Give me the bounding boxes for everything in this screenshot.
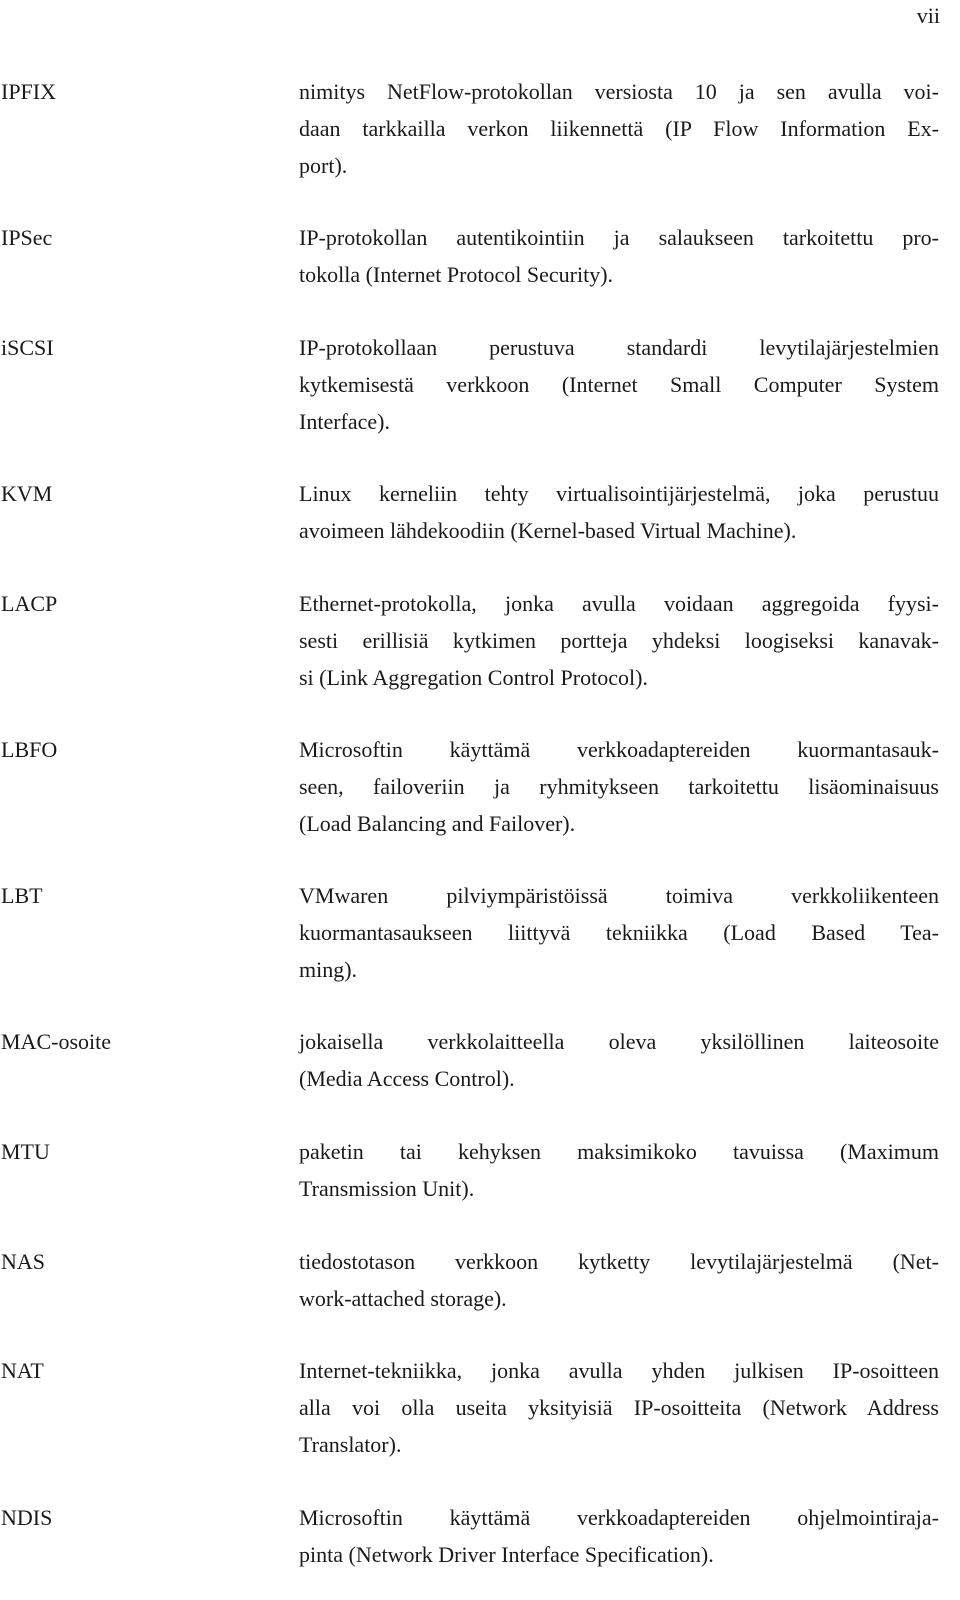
definition-line: IP-protokollaan perustuva standardi levytilajärjestelmien [299, 335, 939, 360]
glossary-definition [299, 585, 939, 696]
glossary-definition [299, 1133, 939, 1207]
glossary-definition [299, 329, 939, 440]
glossary-term: IPFIX [1, 79, 57, 104]
definition-line: avoimeen lähdekoodiin (Kernel-based Virtual Machine). [299, 518, 797, 543]
glossary-definition [299, 73, 939, 184]
glossary-term: LACP [1, 591, 58, 616]
definition-line: tiedostotason verkkoon kytketty levytilajärjestelmä (Net- [299, 1249, 939, 1274]
definition-line: work-attached storage). [299, 1286, 507, 1311]
definition-line: Linux kerneliin tehty virtualisointijärjestelmä, joka perustuu [299, 481, 939, 506]
glossary-term: MAC-osoite [1, 1029, 111, 1054]
glossary-term: MTU [1, 1139, 50, 1164]
definition-line: jokaisella verkkolaitteella oleva yksilöllinen laiteosoite [299, 1029, 939, 1054]
glossary-term: IPSec [1, 225, 53, 250]
definition-line: Internet-tekniikka, jonka avulla yhden julkisen IP-osoitteen [299, 1358, 939, 1383]
glossary-definition [299, 1352, 939, 1463]
glossary-term: LBT [1, 883, 43, 908]
glossary-definition [299, 1499, 939, 1573]
glossary-definition [299, 731, 939, 842]
glossary-term: NAS [1, 1249, 46, 1274]
glossary-term: KVM [1, 481, 53, 506]
definition-line: Microsoftin käyttämä verkkoadaptereiden ohjelmointiraja- [299, 1505, 939, 1530]
definition-line: kuormantasaukseen liittyvä tekniikka (Load Based Tea- [299, 920, 939, 945]
definition-line: ming). [299, 957, 358, 982]
definition-line: VMwaren pilviympäristöissä toimiva verkkoliikenteen [299, 883, 939, 908]
definition-line: (Media Access Control). [299, 1066, 515, 1091]
glossary-definition [299, 1243, 939, 1317]
definition-line: sesti erillisiä kytkimen portteja yhdeksi loogiseksi kanavak- [299, 628, 939, 653]
definition-line: si (Link Aggregation Control Protocol). [299, 665, 648, 690]
glossary-definition [299, 475, 939, 549]
definition-line: IP-protokollan autentikointiin ja salaukseen tarkoitettu pro- [299, 225, 939, 250]
glossary-term: iSCSI [1, 335, 54, 360]
glossary-term: LBFO [1, 737, 58, 762]
glossary-term: NDIS [1, 1505, 53, 1530]
definition-line: Microsoftin käyttämä verkkoadaptereiden kuormantasauk- [299, 737, 939, 762]
glossary-definition [299, 877, 939, 988]
glossary-definition [299, 219, 939, 293]
page-number: vii [916, 3, 940, 28]
definition-line: daan tarkkailla verkon liikennettä (IP Flow Information Ex- [299, 116, 939, 141]
glossary-definition [299, 1023, 939, 1097]
definition-line: port). [299, 153, 348, 178]
definition-line: nimitys NetFlow-protokollan versiosta 10 ja sen avulla voi- [299, 79, 939, 104]
definition-line: tokolla (Internet Protocol Security). [299, 262, 614, 287]
definition-line: kytkemisestä verkkoon (Internet Small Computer System [299, 372, 939, 397]
definition-line: Transmission Unit). [299, 1176, 475, 1201]
definition-line: seen, failoveriin ja ryhmitykseen tarkoitettu lisäominaisuus [299, 774, 939, 799]
definition-line: Translator). [299, 1432, 402, 1457]
definition-line: Interface). [299, 409, 390, 434]
definition-line: paketin tai kehyksen maksimikoko tavuissa (Maximum [299, 1139, 939, 1164]
definition-line: pinta (Network Driver Interface Specification). [299, 1542, 714, 1567]
definition-line: Ethernet-protokolla, jonka avulla voidaan aggregoida fyysi- [299, 591, 939, 616]
definition-line: (Load Balancing and Failover). [299, 811, 576, 836]
definition-line: alla voi olla useita yksityisiä IP-osoitteita (Network Address [299, 1395, 939, 1420]
glossary-term: NAT [1, 1358, 44, 1383]
